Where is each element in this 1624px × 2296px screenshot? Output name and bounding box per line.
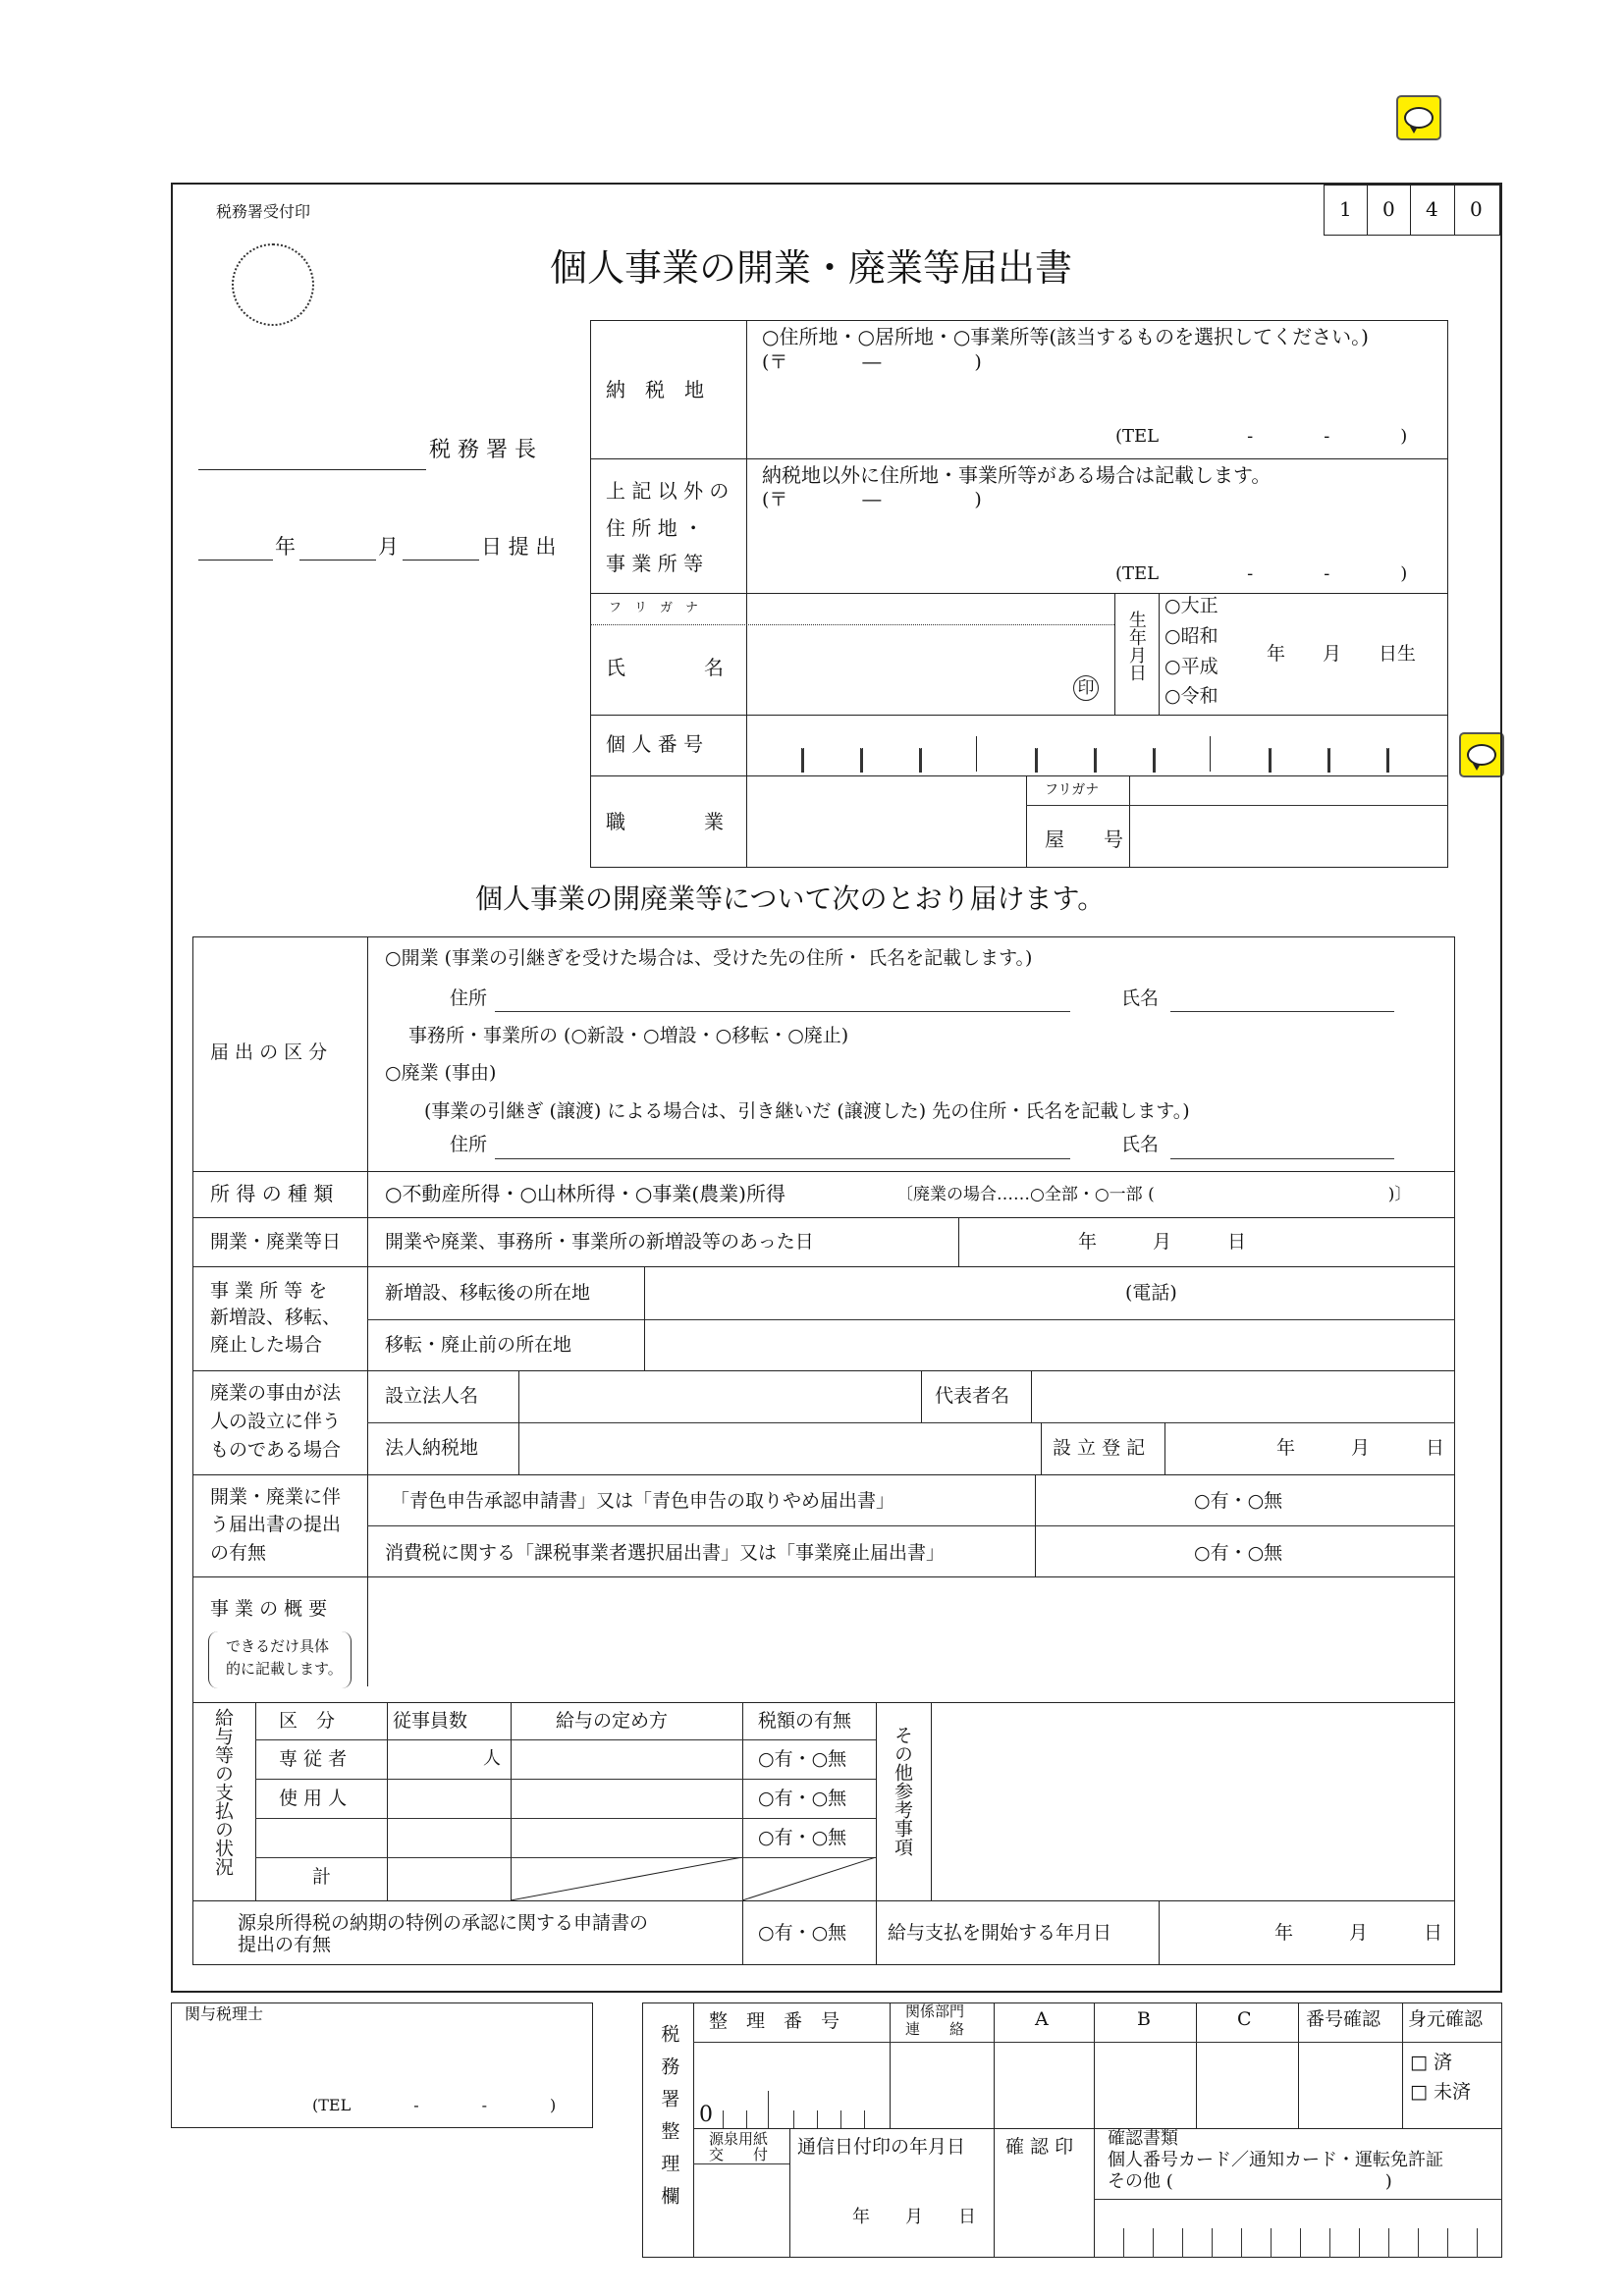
gensen-yn[interactable]: ○有・○無: [758, 1922, 847, 1944]
office-gensen-yoshi: 交 付: [709, 2146, 769, 2163]
hojin-label: ものである場合: [210, 1439, 342, 1461]
shotoku-options[interactable]: ○不動産所得・○山林所得・○事業(農業)所得: [385, 1182, 785, 1205]
nozeichi-label: 納 税 地: [606, 378, 704, 401]
kyuyo-side-label: 給与等の支払の状況: [211, 1708, 234, 1876]
main-table: [192, 936, 1455, 1965]
office-seiri-bango: 整 理 番 号: [709, 2010, 840, 2032]
kyuyo-total-slash: [511, 1857, 876, 1900]
other-address-label: 事 業 所 等: [606, 552, 704, 575]
todokede-label: う届出書の提出: [210, 1514, 342, 1535]
furigana-small: フリガナ: [1045, 782, 1100, 798]
hojin-nozeichi: 法人納税地: [385, 1437, 479, 1459]
office-check[interactable]: □ 未済: [1410, 2081, 1471, 2103]
era-option[interactable]: ○大正: [1164, 595, 1218, 616]
gaiyo-label: 事 業 の 概 要: [210, 1598, 328, 1620]
office-mimoto-kakunin: 身元確認: [1408, 2008, 1484, 2030]
kubun-kaigyo[interactable]: ○開業 (事業の引継ぎを受けた場合は、受けた先の住所・ 氏名を記載します。): [385, 947, 1033, 969]
office-kankei: 連 絡: [905, 2020, 965, 2038]
tax-office-chief: 税 務 署 長: [429, 438, 536, 462]
other-address-label: 上 記 以 外 の: [606, 479, 730, 503]
era-option[interactable]: ○平成: [1164, 656, 1218, 677]
kyuyo-header: 給与の定め方: [556, 1710, 669, 1732]
form-code-digit: 0: [1470, 197, 1483, 221]
other-address-tel[interactable]: (TEL - - ): [1115, 563, 1408, 584]
my-number-field[interactable]: [746, 715, 1447, 775]
hojin-date[interactable]: 年 月 日: [1276, 1437, 1445, 1459]
submit-year: 年: [275, 535, 296, 559]
kubun-jusho-label: 住所: [450, 988, 488, 1009]
kubun-shimei-label: 氏名: [1121, 1134, 1160, 1155]
kyuyo-row-kubun: 使 用 人: [279, 1788, 348, 1809]
kyuyo-row-yn[interactable]: ○有・○無: [758, 1788, 847, 1809]
jigyosho-change-label: 廃止した場合: [210, 1334, 323, 1356]
office-b: B: [1137, 2008, 1151, 2030]
jigyosho-change-label: 新増設、移転、: [210, 1307, 342, 1328]
personal-info-table: [590, 320, 1448, 868]
other-address-note: 納税地以外に住所地・事業所等がある場合は記載します。: [762, 463, 1272, 487]
todokede-yn1[interactable]: ○有・○無: [1194, 1490, 1283, 1512]
todokede-label: の有無: [210, 1542, 267, 1564]
form-code-digit: 4: [1426, 197, 1438, 221]
stamp-label: 税務署受付印: [216, 202, 311, 221]
kaihai-date-desc: 開業や廃業、事務所・事業所の新増設等のあった日: [385, 1231, 814, 1253]
submit-day: 日 提 出: [481, 535, 557, 559]
todokede-row1: 「青色申告承認申請書」又は「青色申告の取りやめ届出書」: [391, 1490, 895, 1512]
office-date[interactable]: 年 月 日: [852, 2207, 976, 2227]
nozeichi-options[interactable]: ○住所地・○居所地・○事業所等(該当するものを選択してください。): [762, 325, 1369, 348]
era-option[interactable]: ○令和: [1164, 685, 1218, 707]
office-zero: 0: [699, 2103, 713, 2127]
comment-icon[interactable]: [1396, 95, 1441, 140]
kyuyo-row-yn[interactable]: ○有・○無: [758, 1748, 847, 1770]
kyuyo-row-count[interactable]: 人: [483, 1748, 501, 1769]
form-code-digit: 0: [1382, 197, 1395, 221]
kubun-jusho-label: 住所: [450, 1134, 488, 1155]
kyuyo-row-yn[interactable]: ○有・○無: [758, 1827, 847, 1848]
todokede-row2: 消費税に関する「課税事業者選択届出書」又は「事業廃止届出書」: [385, 1542, 946, 1564]
hojin-label: 人の設立に伴う: [210, 1411, 342, 1432]
office-tsushin: 通信日付印の年月日: [797, 2136, 966, 2158]
yago-label: 屋 号: [1045, 828, 1123, 851]
kyuyo-header: 区 分: [279, 1710, 336, 1732]
kyuyo-row-kubun: 専 従 者: [279, 1748, 348, 1770]
todokede-label: 開業・廃業に伴: [210, 1486, 342, 1508]
hojin-label: 廃業の事由が法: [210, 1382, 342, 1404]
birth-label: 生年月日: [1125, 611, 1147, 681]
gensen-label: 提出の有無: [238, 1934, 332, 1955]
jigyosho-change-row2: 移転・廃止前の所在地: [385, 1334, 572, 1356]
kubun-shimei-label: 氏名: [1121, 988, 1160, 1009]
office-check[interactable]: □ 済: [1410, 2052, 1452, 2073]
kaihai-date-value[interactable]: 年 月 日: [1078, 1231, 1247, 1253]
gensen-start-label: 給与支払を開始する年月日: [888, 1922, 1112, 1944]
office-gensen-yoshi: 源泉用紙: [709, 2130, 769, 2148]
office-side-label: 税務署整理欄: [658, 2024, 680, 2218]
era-option[interactable]: ○昭和: [1164, 625, 1218, 647]
kubun-label: 届 出 の 区 分: [210, 1041, 328, 1063]
gaiyo-note: できるだけ具体: [226, 1637, 330, 1655]
office-box: [642, 2002, 1502, 2258]
nozeichi-tel[interactable]: (TEL - - ): [1115, 426, 1408, 447]
shotoku-label: 所 得 の 種 類: [210, 1182, 334, 1205]
other-address-label: 住 所 地 ・: [606, 516, 704, 540]
office-kankei: 関係部門: [905, 2002, 965, 2020]
hojin-daihyo: 代表者名: [935, 1385, 1010, 1407]
zeirishi-tel[interactable]: (TEL - - ): [312, 2096, 557, 2114]
kubun-hikitsugi: (事業の引継ぎ (譲渡) による場合は、引き継いだ (譲渡した) 先の住所・氏名を記載します。): [424, 1100, 1190, 1122]
furigana-label: フ リ ガ ナ: [609, 601, 699, 615]
zeirishi-label: 関与税理士: [185, 2004, 264, 2023]
name-label: 氏 名: [606, 656, 724, 679]
jigyosho-change-phone[interactable]: (電話): [1125, 1282, 1177, 1304]
kubun-jigyosho[interactable]: 事務所・事業所の (○新設・○増設・○移転・○廃止): [408, 1025, 849, 1046]
submit-month: 月: [378, 535, 399, 559]
office-kakunin-in: 確 認 印: [1005, 2136, 1074, 2158]
kyuyo-header: 税額の有無: [758, 1710, 852, 1732]
jigyosho-change-label: 事 業 所 等 を: [210, 1280, 328, 1302]
occupation-label: 職 業: [606, 810, 724, 833]
office-kakunin-shorui: 個人番号カード／通知カード・運転免許証: [1108, 2150, 1443, 2170]
my-number-label: 個 人 番 号: [606, 732, 704, 756]
kubun-haigyo[interactable]: ○廃業 (事由): [385, 1062, 497, 1084]
office-kakunin-shorui[interactable]: その他 ( ): [1108, 2171, 1392, 2192]
kaihai-date-label: 開業・廃業等日: [210, 1231, 342, 1253]
kyuyo-header: 従事員数: [393, 1710, 468, 1732]
stamp-circle: [232, 243, 314, 326]
hojin-toki: 設 立 登 記: [1053, 1437, 1146, 1459]
office-c: C: [1237, 2008, 1252, 2030]
hojin-setsuritsu-name: 設立法人名: [385, 1385, 479, 1407]
office-a: A: [1035, 2008, 1049, 2030]
office-bango-kakunin: 番号確認: [1306, 2008, 1381, 2030]
page-title: 個人事業の開業・廃業等届出書: [550, 246, 1073, 290]
kyuyo-other-label: その他参考事項: [891, 1726, 913, 1856]
jigyosho-change-row1: 新増設、移転後の所在地: [385, 1282, 591, 1304]
shotoku-haigyo-case[interactable]: 〔廃業の場合……○全部・○一部 ( )〕: [896, 1185, 1412, 1204]
gensen-label: 源泉所得税の納期の特例の承認に関する申請書の: [238, 1912, 649, 1934]
nozeichi-postal[interactable]: (〒 ― ): [762, 351, 982, 373]
birth-date[interactable]: 年 月 日生: [1267, 643, 1417, 665]
office-kakunin-shorui: 確認書類: [1108, 2128, 1178, 2149]
office-number-boxes[interactable]: [1094, 2228, 1502, 2258]
seal-mark: 印: [1073, 675, 1099, 701]
subtitle: 個人事業の開廃業等について次のとおり届けます。: [475, 882, 1106, 915]
todokede-yn2[interactable]: ○有・○無: [1194, 1542, 1283, 1564]
gaiyo-note: 的に記載します。: [226, 1660, 343, 1678]
form-code-digit: 1: [1339, 197, 1352, 221]
kyuyo-row-kubun: 計: [312, 1866, 332, 1888]
other-address-postal[interactable]: (〒 ― ): [762, 489, 982, 510]
gensen-date[interactable]: 年 月 日: [1274, 1922, 1443, 1944]
